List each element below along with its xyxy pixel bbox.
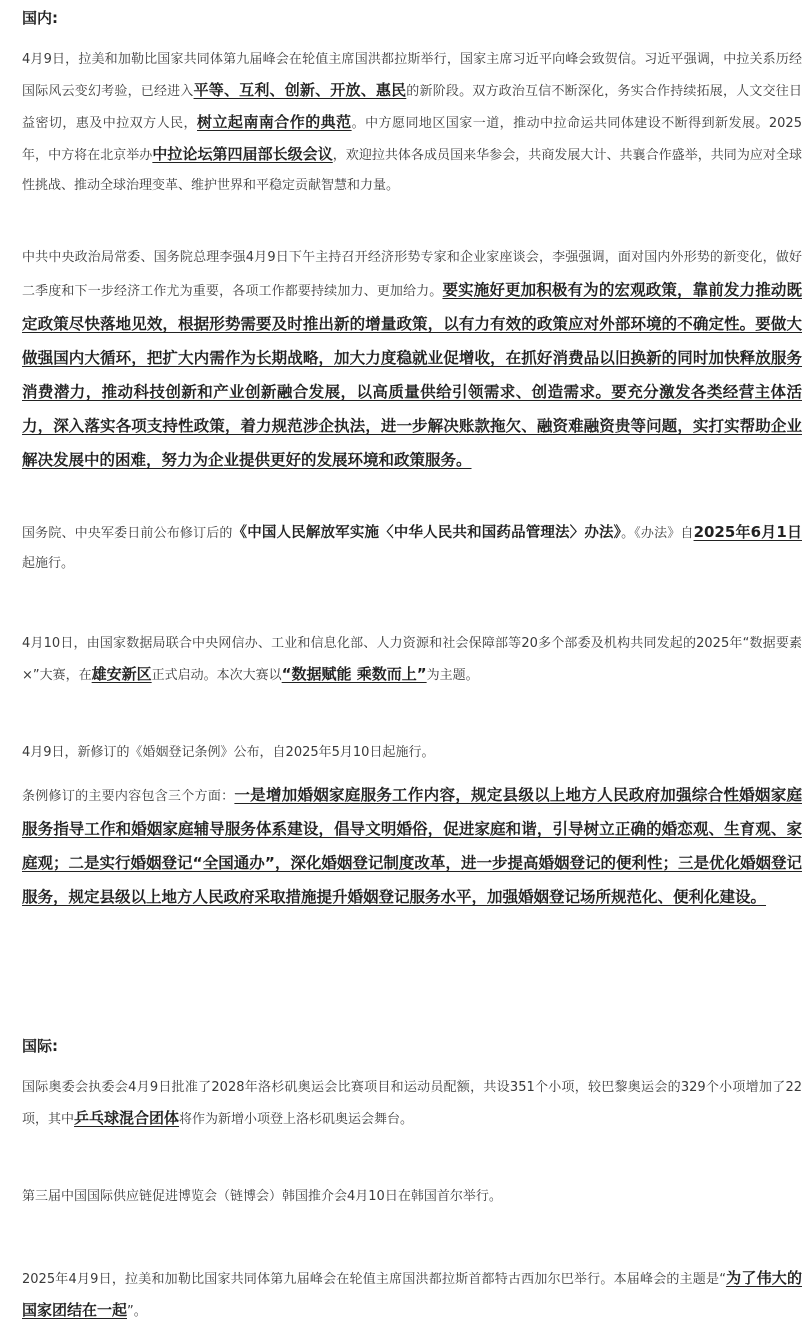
news-item-supply-chain-expo: 第三届中国国际供应链促进博览会（链博会）韩国推介会4月10日在韩国首尔举行。 [22, 1189, 502, 1204]
highlight-passage: 要实施好更加积极有为的宏观政策，靠前发力推动既定政策尽快落地见效，根据形势需要及时推出新的增量政策，以有力有效的政策应对外部环境的不确定性。要做大做强国内大循环，把扩大内需作为长期战略，加大力度稳就业促增收，在抓好消费品以旧换新的同时加快释放服务消费潜力，推动科技创新和产业创新融合发展，以高质量供给引领需求、创造需求。要充分激发各类经营主体活力，深入落实各项支持性政策，着力规范涉企执法，进一步解决账款拖欠、融资难融资贵等问题，实打实帮助企业解决发展中的困难，努力为企业提供更好的发展环境和政策服务。 [22, 281, 802, 469]
news-item-data-contest: 4月10日，由国家数据局联合中央网信办、工业和信息化部、人力资源和社会保障部等20多个部委及机构共同发起的2025年“数据要素×”大赛，在雄安新区正式启动。本次大赛以“数据赋能 乘数而上”为主题。 [22, 636, 802, 683]
news-item-marriage-revision-details: 条例修订的主要内容包含三个方面：一是增加婚姻家庭服务工作内容，规定县级以上地方人民政府加强综合性婚姻家庭服务指导工作和婚姻家庭辅导服务体系建设，倡导文明婚俗，促进家庭和谐，引导树立正确的婚恋观、生育观、家庭观；二是实行婚姻登记“全国通办”，深化婚姻登记制度改革，进一步提高婚姻登记的便利性；三是优化婚姻登记服务，规定县级以上地方人民政府采取措施提升婚姻登记服务水平，加强婚姻登记场所规范化、便利化建设。 [22, 786, 802, 906]
news-item-marriage-regulation: 4月9日，新修订的《婚姻登记条例》公布，自2025年5月10日起施行。 [22, 745, 435, 760]
news-item-economic-symposium: 中共中央政治局常委、国务院总理李强4月9日下午主持召开经济形势专家和企业家座谈会，李强强调，面对国内外形势的新变化，做好二季度和下一步经济工作尤为重要，各项工作都要持续加力、更加给力。要实施好更加积极有为的宏观政策，靠前发力推动既定政策尽快落地见效，根据形势需要及时推出新的增量政策，以有力有效的政策应对外部环境的不确定性。要做大做强国内大循环，把扩大内需作为长期战略，加大力度稳就业促增收，在抓好消费品以旧换新的同时加快释放服务消费潜力，推动科技创新和产业创新融合发展，以高质量供给引领需求、创造需求。要充分激发各类经营主体活力，深入落实各项支持性政策，着力规范涉企执法，进一步解决账款拖欠、融资难融资贵等问题，实打实帮助企业解决发展中的困难，努力为企业提供更好的发展环境和政策服务。 [22, 250, 802, 469]
highlight-date: 2025年6月1日 [693, 523, 802, 541]
section-heading-domestic: 国内: [22, 9, 58, 27]
news-item-celac-theme: 2025年4月9日，拉美和加勒比国家共同体第九届峰会在轮值主席国洪都拉斯首都特古西加尔巴举行。本届峰会的主题是“为了伟大的国家团结在一起”。 [22, 1269, 802, 1319]
news-item-drug-regulation: 国务院、中央军委日前公布修订后的《中国人民解放军实施〈中华人民共和国药品管理法〉办法》。《办法》自2025年6月1日起施行。 [22, 523, 802, 571]
regulation-title: 《中国人民解放军实施〈中华人民共和国药品管理法〉办法》 [232, 525, 622, 541]
highlight-event: 乒乓球混合团体 [74, 1109, 180, 1127]
highlight-place: 雄安新区 [91, 665, 152, 683]
news-item-olympics: 国际奥委会执委会4月9日批准了2028年洛杉矶奥运会比赛项目和运动员配额，共设351个小项，较巴黎奥运会的329个小项增加了22项，其中乒乓球混合团体将作为新增小项登上洛杉矶奥运会舞台。 [22, 1080, 802, 1127]
highlight-theme: 为了伟大的国家团结在一起 [22, 1269, 802, 1319]
highlight-passage: 一是增加婚姻家庭服务工作内容，规定县级以上地方人民政府加强综合性婚姻家庭服务指导工作和婚姻家庭辅导服务体系建设，倡导文明婚俗，促进家庭和谐，引导树立正确的婚恋观、生育观、家庭观；二是实行婚姻登记“全国通办”，深化婚姻登记制度改革，进一步提高婚姻登记的便利性；三是优化婚姻登记服务，规定县级以上地方人民政府采取措施提升婚姻登记服务水平，加强婚姻登记场所规范化、便利化建设。 [22, 786, 802, 906]
highlight-phrase: 平等、互利、创新、开放、惠民 [193, 81, 407, 99]
section-heading-international: 国际: [22, 1037, 58, 1055]
news-item-celac-summit: 4月9日，拉美和加勒比国家共同体第九届峰会在轮值主席国洪都拉斯举行，国家主席习近平向峰会致贺信。习近平强调，中拉关系历经国际风云变幻考验，已经进入平等、互利、创新、开放、惠民的新阶段。双方政治互信不断深化，务实合作持续拓展，人文交往日益密切，惠及中拉双方人民，树立起南南合作的典范。中方愿同地区国家一道，推动中拉命运共同体建设不断得到新发展。2025年，中方将在北京举办中拉论坛第四届部长级会议，欢迎拉共体各成员国来华参会，共商发展大计、共襄合作盛举，共同为应对全球性挑战、推动全球治理变革、维护世界和平稳定贡献智慧和力量。 [22, 52, 802, 193]
highlight-theme: “数据赋能 乘数而上” [281, 665, 427, 683]
highlight-phrase: 树立起南南合作的典范 [197, 113, 352, 131]
highlight-phrase: 中拉论坛第四届部长级会议 [152, 145, 333, 163]
